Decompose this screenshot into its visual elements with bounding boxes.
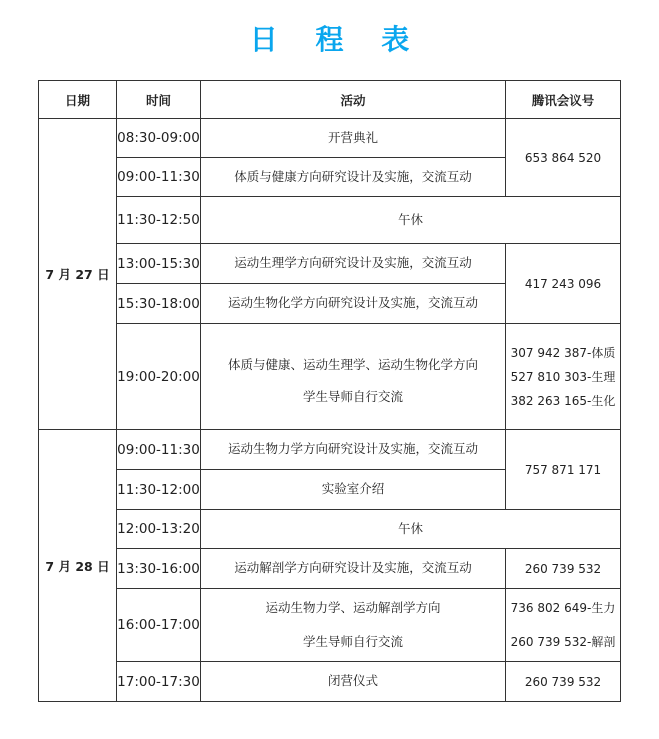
table-row	[39, 119, 621, 158]
meeting-id-cell	[506, 589, 621, 662]
activity-cell: 体质与健康方向研究设计及实施，交流互动	[201, 158, 506, 197]
activity-line: 学生导师自行交流	[302, 388, 403, 404]
time-cell: 11:30-12:00	[117, 470, 201, 510]
table-row	[39, 510, 621, 549]
activity-cell	[201, 589, 506, 662]
meeting-id-cell: 757 871 171	[506, 430, 621, 510]
meeting-id-cell: 260 739 532	[506, 662, 621, 702]
meeting-id-cell: 260 739 532	[506, 549, 621, 589]
header-time: 时间	[117, 81, 201, 119]
date-cell: 7 月 28 日	[39, 430, 117, 702]
meeting-id-line: 307 942 387-体质	[510, 345, 616, 360]
header-meeting-id: 腾讯会议号	[506, 81, 621, 119]
activity-cell: 午休	[201, 197, 621, 244]
table-row	[39, 662, 621, 702]
time-cell: 13:30-16:00	[117, 549, 201, 589]
time-cell: 09:00-11:30	[117, 430, 201, 470]
time-cell: 19:00-20:00	[117, 324, 201, 430]
time-cell: 09:00-11:30	[117, 158, 201, 197]
date-cell: 7 月 27 日	[39, 119, 117, 430]
activity-line: 学生导师自行交流	[302, 634, 403, 649]
time-cell: 12:00-13:20	[117, 510, 201, 549]
meeting-id-line: 260 739 532-解剖	[510, 635, 616, 649]
activity-cell: 闭营仪式	[201, 662, 506, 702]
activity-cell: 运动解剖学方向研究设计及实施，交流互动	[201, 549, 506, 589]
activity-line: 体质与健康、运动生理学、运动生物化学方向	[227, 356, 478, 372]
activity-cell	[201, 324, 506, 430]
header-date: 日期	[39, 81, 117, 119]
table-row	[39, 197, 621, 244]
time-cell: 16:00-17:00	[117, 589, 201, 662]
table-row	[39, 430, 621, 470]
activity-cell: 实验室介绍	[201, 470, 506, 510]
activity-cell: 运动生物化学方向研究设计及实施，交流互动	[201, 284, 506, 324]
meeting-id-cell: 653 864 520	[506, 119, 621, 197]
table-row	[39, 549, 621, 589]
time-cell: 17:00-17:30	[117, 662, 201, 702]
meeting-id-cell	[506, 324, 621, 430]
table-header-row	[39, 81, 621, 119]
activity-cell: 运动生物力学方向研究设计及实施，交流互动	[201, 430, 506, 470]
activity-cell: 运动生理学方向研究设计及实施，交流互动	[201, 244, 506, 284]
meeting-id-cell: 417 243 096	[506, 244, 621, 324]
meeting-id-line: 382 263 165-生化	[510, 393, 616, 408]
table-row	[39, 589, 621, 662]
schedule-table	[38, 80, 621, 702]
time-cell: 15:30-18:00	[117, 284, 201, 324]
time-cell: 13:00-15:30	[117, 244, 201, 284]
time-cell: 11:30-12:50	[117, 197, 201, 244]
time-cell: 08:30-09:00	[117, 119, 201, 158]
meeting-id-line: 527 810 303-生理	[510, 369, 616, 384]
page-title: 日 程 表	[249, 23, 424, 56]
activity-line: 运动生物力学、运动解剖学方向	[265, 600, 441, 615]
table-row	[39, 324, 621, 430]
activity-cell: 开营典礼	[201, 119, 506, 158]
table-row	[39, 244, 621, 284]
activity-cell: 午休	[201, 510, 621, 549]
header-activity: 活动	[201, 81, 506, 119]
meeting-id-line: 736 802 649-生力	[510, 601, 616, 615]
